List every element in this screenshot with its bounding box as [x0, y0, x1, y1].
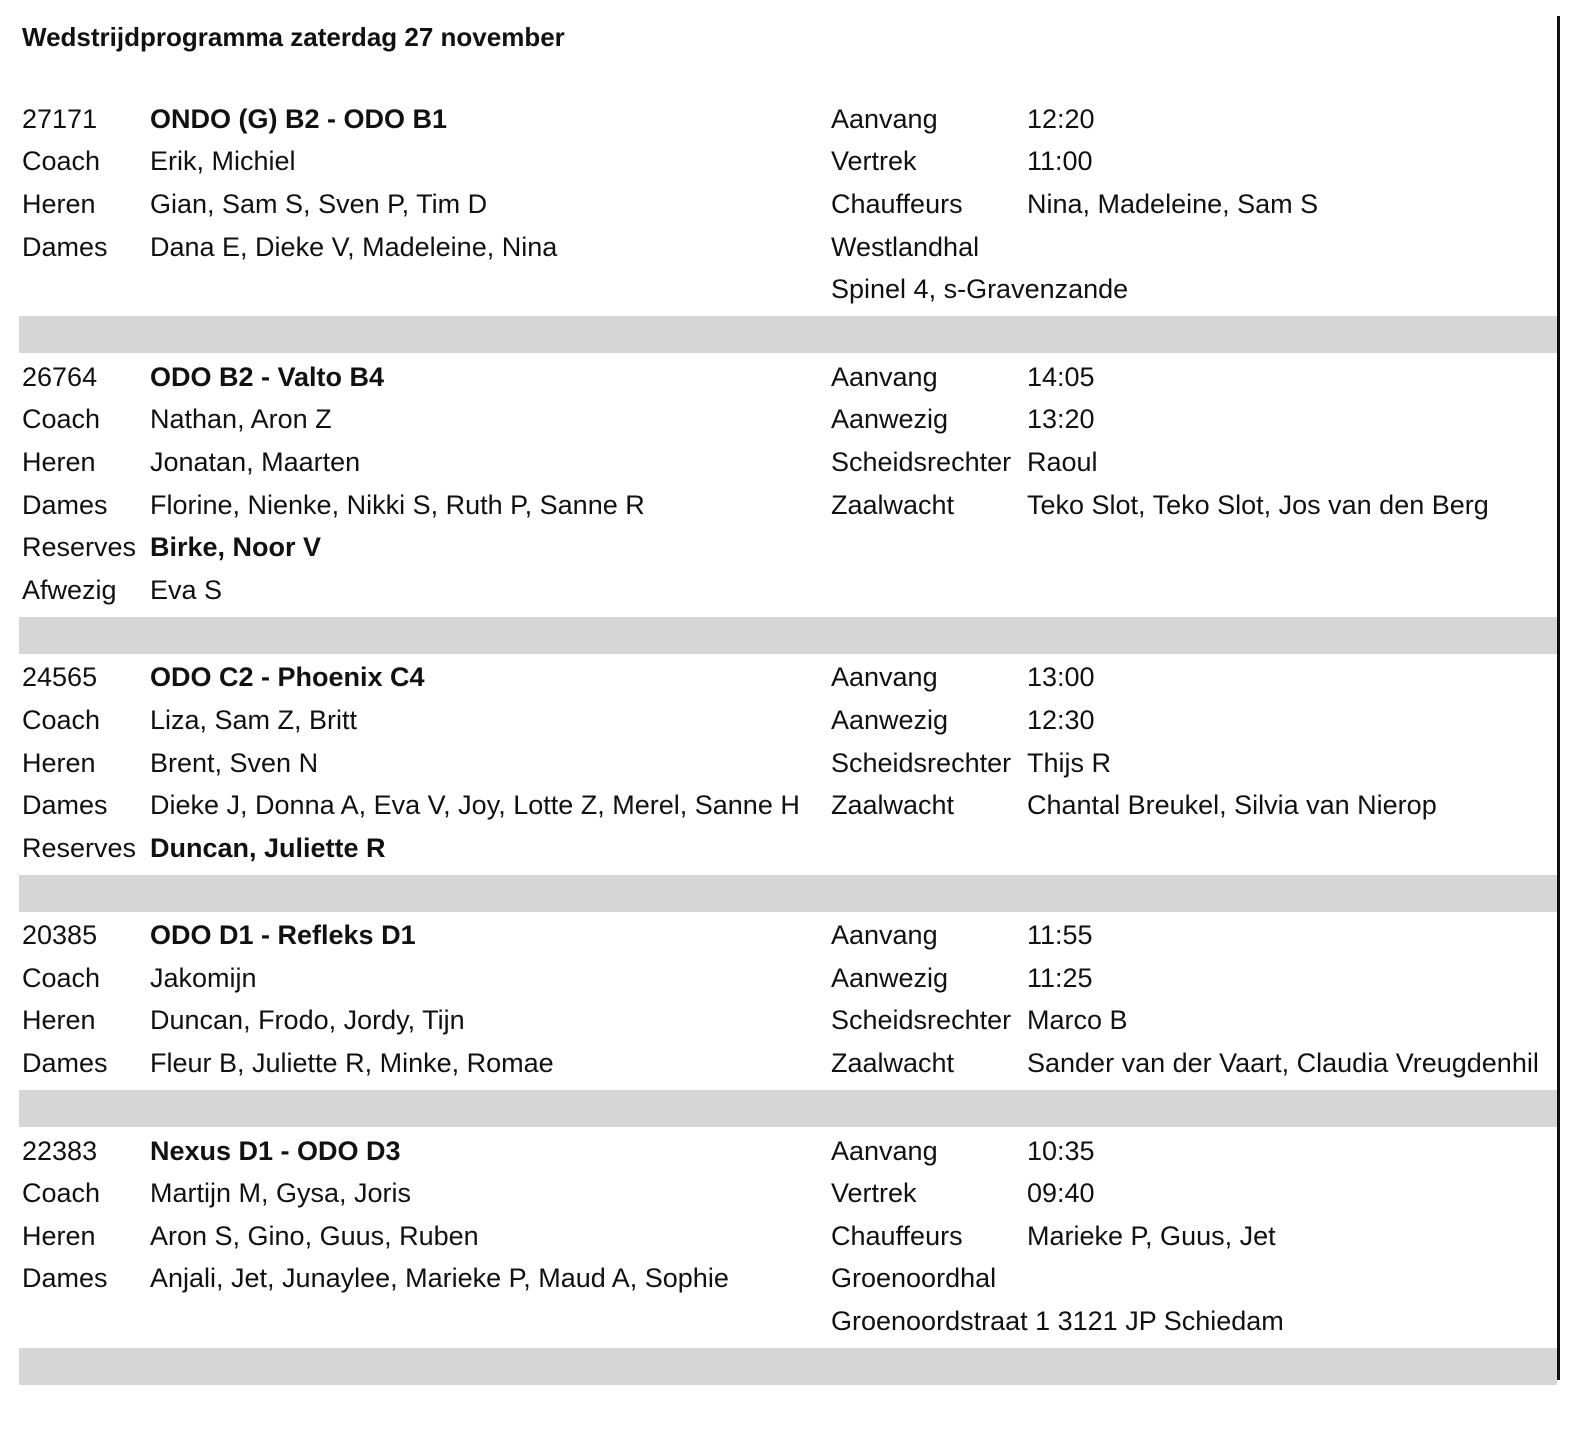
match-row: [19, 1172, 1557, 1215]
row-value: Dieke J, Donna A, Eva V, Joy, Lotte Z, Merel, Sanne H: [150, 790, 800, 821]
row-value: Martijn M, Gysa, Joris: [150, 1178, 412, 1209]
detail-value: 10:35: [1027, 1135, 1095, 1166]
detail-label: Aanvang: [831, 103, 938, 134]
row-value: Anjali, Jet, Junaylee, Marieke P, Maud A, Sophie: [150, 1263, 729, 1294]
row-label: Dames: [22, 231, 108, 262]
row-label: Coach: [22, 962, 101, 993]
match-row: [19, 957, 1557, 1000]
detail-value: 09:40: [1027, 1178, 1095, 1209]
match-row: [19, 915, 1557, 958]
match-block: [19, 98, 1557, 311]
row-value: Brent, Sven N: [150, 747, 319, 778]
row-label: Dames: [22, 790, 108, 821]
match-row: [19, 441, 1557, 484]
row-value: Duncan, Juliette R: [150, 832, 386, 863]
match-block: [19, 1130, 1557, 1343]
detail-label: Scheidsrechter: [831, 747, 1012, 778]
match-separator: [19, 316, 1557, 353]
row-label: Coach: [22, 704, 101, 735]
match-schedule: [19, 98, 1557, 1388]
row-value: Gian, Sam S, Sven P, Tim D: [150, 188, 488, 219]
match-row: [19, 268, 1557, 311]
row-label: Dames: [22, 1048, 108, 1079]
detail-label: Aanvang: [831, 361, 938, 392]
row-label: Dames: [22, 489, 108, 520]
detail-value: 11:00: [1027, 146, 1093, 177]
row-value: Fleur B, Juliette R, Minke, Romae: [150, 1048, 554, 1079]
match-row: [19, 356, 1557, 399]
match-separator: [19, 617, 1557, 654]
detail-value: 12:30: [1027, 704, 1095, 735]
match-number: 26764: [22, 361, 98, 392]
match-row: [19, 1130, 1557, 1173]
detail-label: Chauffeurs: [831, 188, 963, 219]
row-value: Jonatan, Maarten: [150, 446, 361, 477]
row-label: Dames: [22, 1263, 108, 1294]
row-label: Coach: [22, 1178, 101, 1209]
row-label: Coach: [22, 146, 101, 177]
match-row: [19, 699, 1557, 742]
match-row: [19, 183, 1557, 226]
row-value: Eva S: [150, 574, 223, 605]
detail-label: Spinel 4, s-Gravenzande: [831, 274, 1129, 305]
match-row: [19, 827, 1557, 870]
match-row: [19, 1215, 1557, 1258]
detail-label: Scheidsrechter: [831, 446, 1012, 477]
match-number: 27171: [22, 103, 98, 134]
detail-value: 11:25: [1027, 962, 1093, 993]
row-label: Heren: [22, 747, 96, 778]
match-row: [19, 742, 1557, 785]
match-row: [19, 1258, 1557, 1301]
row-value: Aron S, Gino, Guus, Ruben: [150, 1220, 479, 1251]
right-border-line: [1557, 16, 1560, 1380]
row-label: Heren: [22, 1005, 96, 1036]
row-label: Reserves: [22, 832, 137, 863]
detail-value: Nina, Madeleine, Sam S: [1027, 188, 1319, 219]
row-value: Nathan, Aron Z: [150, 404, 332, 435]
detail-label: Chauffeurs: [831, 1220, 963, 1251]
detail-value: 14:05: [1027, 361, 1095, 392]
match-row: [19, 98, 1557, 141]
match-block: [19, 657, 1557, 870]
match-teams: Nexus D1 - ODO D3: [150, 1135, 401, 1166]
detail-label: Aanwezig: [831, 704, 949, 735]
match-number: 24565: [22, 662, 98, 693]
detail-label: Zaalwacht: [831, 1048, 955, 1079]
match-row: [19, 1000, 1557, 1043]
match-number: 22383: [22, 1135, 98, 1166]
detail-label: Vertrek: [831, 1178, 917, 1209]
detail-label: Scheidsrechter: [831, 1005, 1012, 1036]
match-row: [19, 484, 1557, 527]
detail-label: Westlandhal: [831, 231, 980, 262]
match-row: [19, 526, 1557, 569]
detail-label: Aanwezig: [831, 962, 949, 993]
detail-label: Zaalwacht: [831, 790, 955, 821]
detail-label: Groenoordhal: [831, 1263, 997, 1294]
match-row: [19, 657, 1557, 700]
detail-label: Aanvang: [831, 920, 938, 951]
detail-value: 13:00: [1027, 662, 1095, 693]
match-row: [19, 784, 1557, 827]
match-number: 20385: [22, 920, 98, 951]
row-value: Birke, Noor V: [150, 532, 322, 563]
match-separator: [19, 1348, 1557, 1385]
match-teams: ODO D1 - Refleks D1: [150, 920, 416, 951]
match-separator: [19, 1090, 1557, 1127]
row-label: Reserves: [22, 532, 137, 563]
row-value: Jakomijn: [150, 962, 257, 993]
match-block: [19, 915, 1557, 1085]
detail-value: 13:20: [1027, 404, 1095, 435]
row-value: Dana E, Dieke V, Madeleine, Nina: [150, 231, 558, 262]
match-separator: [19, 875, 1557, 912]
detail-value: Raoul: [1027, 446, 1098, 477]
detail-label: Aanwezig: [831, 404, 949, 435]
detail-value: Marieke P, Guus, Jet: [1027, 1220, 1276, 1251]
detail-value: Marco B: [1027, 1005, 1128, 1036]
row-label: Coach: [22, 404, 101, 435]
row-label: Heren: [22, 446, 96, 477]
row-value: Duncan, Frodo, Jordy, Tijn: [150, 1005, 465, 1036]
row-label: Heren: [22, 188, 96, 219]
match-block: [19, 356, 1557, 612]
detail-value: 12:20: [1027, 103, 1095, 134]
match-teams: ODO B2 - Valto B4: [150, 361, 385, 392]
detail-label: Groenoordstraat 1 3121 JP Schiedam: [831, 1306, 1284, 1337]
row-label: Heren: [22, 1220, 96, 1251]
match-row: [19, 141, 1557, 184]
detail-label: Aanvang: [831, 662, 938, 693]
row-value: Florine, Nienke, Nikki S, Ruth P, Sanne R: [150, 489, 645, 520]
page-title: Wedstrijdprogramma zaterdag 27 november: [22, 22, 565, 52]
detail-label: Vertrek: [831, 146, 917, 177]
detail-value: Thijs R: [1027, 747, 1112, 778]
detail-label: Aanvang: [831, 1135, 938, 1166]
detail-value: Sander van der Vaart, Claudia Vreugdenhil: [1027, 1048, 1539, 1079]
row-label: Afwezig: [22, 574, 117, 605]
match-row: [19, 1300, 1557, 1343]
row-value: Liza, Sam Z, Britt: [150, 704, 358, 735]
detail-value: Chantal Breukel, Silvia van Nierop: [1027, 790, 1437, 821]
detail-value: Teko Slot, Teko Slot, Jos van den Berg: [1027, 489, 1489, 520]
match-row: [19, 226, 1557, 269]
match-teams: ONDO (G) B2 - ODO B1: [150, 103, 448, 134]
match-row: [19, 399, 1557, 442]
detail-value: 11:55: [1027, 920, 1093, 951]
match-row: [19, 1042, 1557, 1085]
match-teams: ODO C2 - Phoenix C4: [150, 662, 425, 693]
row-value: Erik, Michiel: [150, 146, 296, 177]
detail-label: Zaalwacht: [831, 489, 955, 520]
match-row: [19, 569, 1557, 612]
